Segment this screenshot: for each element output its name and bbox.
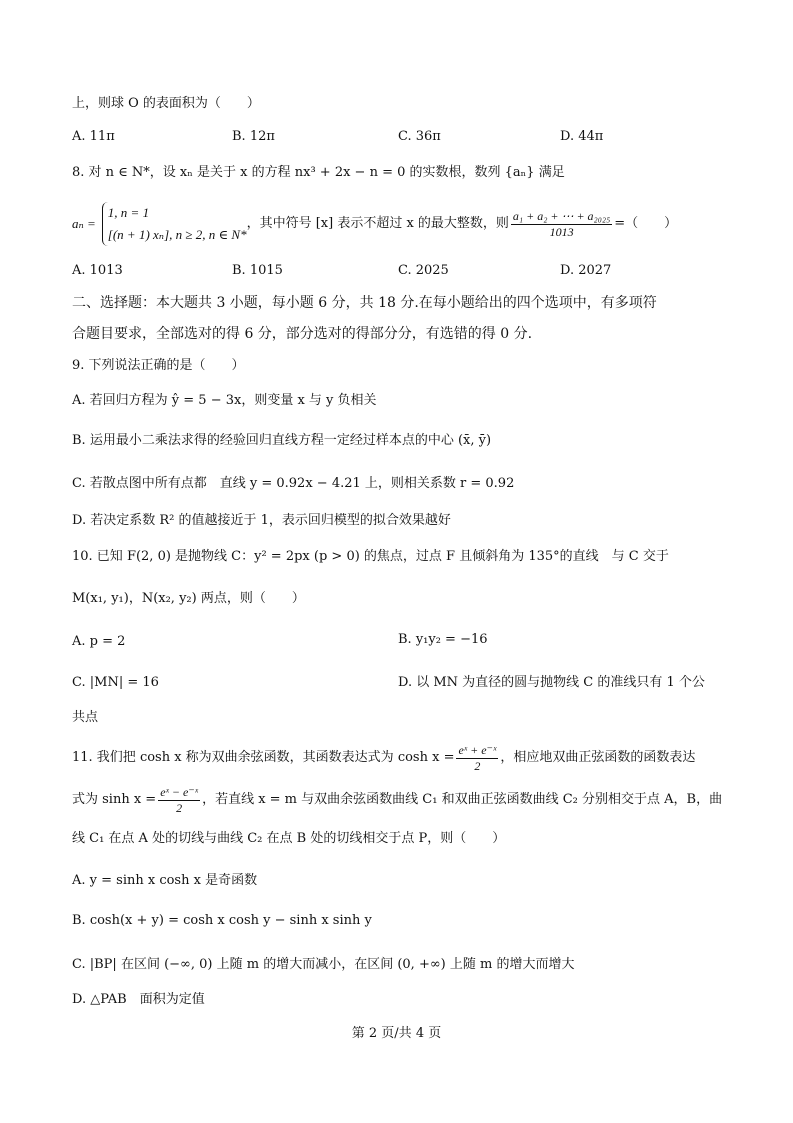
q11-cosh-numerator: eˣ + e⁻ˣ — [458, 742, 497, 757]
q9-stem: 9. 下列说法正确的是（ ） — [72, 358, 245, 373]
q11-line1-text: 11. 我们把 cosh x 称为双曲余弦函数，其函数表达式为 cosh x = — [72, 750, 455, 765]
section2-header-line2: 合题目要求，全部选对的得 6 分，部分选对的得部分分，有选错的得 0 分. — [72, 326, 533, 342]
q8-case-2: [(n + 1) xₙ], n ≥ 2, n ∈ N* — [107, 227, 247, 242]
q8-stem: 8. 对 n ∈ N*，设 xₙ 是关于 x 的方程 nx³ + 2x − n = 0 的实数根，数列 {aₙ} 满足 — [72, 165, 565, 180]
q11-line2 — [72, 782, 722, 818]
q11-sinh-numerator: eˣ − e⁻ˣ — [160, 784, 199, 799]
q10-option-d-line1: D. 以 MN 为直径的圆与抛物线 C 的准线只有 1 个公 — [398, 675, 705, 690]
q8-frac-denominator: 1013 — [549, 224, 574, 239]
q11-cosh-fraction — [456, 743, 498, 774]
q11-cosh-denominator: 2 — [474, 758, 481, 773]
q11-option-a: A. y = sinh x cosh x 是奇函数 — [72, 873, 258, 888]
q10-stem-line2: M(x₁, y₁)，N(x₂, y₂) 两点，则（ ） — [72, 591, 305, 606]
q11-line1-tail: ，相应地双曲正弦函数的函数表达 — [500, 750, 696, 765]
q7-option-d: D. 44π — [560, 129, 604, 144]
q9-option-a: A. 若回归方程为 ŷ = 5 − 3x，则变量 x 与 y 负相关 — [72, 393, 377, 408]
q8-mid-text: ，其中符号 [x] 表示不超过 x 的最大整数，则 — [246, 216, 509, 231]
q8-piecewise — [102, 202, 247, 246]
q10-option-b: B. y₁y₂ = −16 — [398, 632, 488, 647]
q11-option-c: C. |BP| 在区间 (−∞, 0) 上随 m 的增大而减小，在区间 (0, +∞) 上随 m 的增大而增大 — [72, 957, 575, 972]
q7-option-b: B. 12π — [232, 129, 275, 144]
q8-case-1: 1, n = 1 — [107, 205, 150, 220]
q11-option-b: B. cosh(x + y) = cosh x cosh y − sinh x sinh y — [72, 913, 372, 928]
q11-line2-tail: ，若直线 x = m 与双曲余弦函数曲线 C₁ 和双曲正弦函数曲线 C₂ 分别相交于点 A，B，曲 — [202, 792, 723, 807]
q11-line1 — [72, 740, 695, 776]
q10-option-d-line2: 共点 — [72, 710, 99, 725]
q8-def-prefix: aₙ = — [72, 216, 96, 231]
q9-option-b: B. 运用最小二乘法求得的经验回归直线方程一定经过样本点的中心 (x̄, ȳ) — [72, 433, 492, 448]
q9-option-d: D. 若决定系数 R² 的值越接近于 1，表示回归模型的拟合效果越好 — [72, 513, 451, 528]
q8-definition — [72, 198, 677, 250]
q11-sinh-denominator: 2 — [176, 800, 183, 815]
q8-option-d: D. 2027 — [560, 263, 612, 278]
q10-option-c: C. |MN| = 16 — [72, 675, 159, 690]
q10-stem-line1: 10. 已知 F(2, 0) 是抛物线 C：y² = 2px (p > 0) 的焦点，过点 F 且倾斜角为 135°的直线 与 C 交于 — [72, 549, 669, 564]
q7-stem-tail: 上，则球 O 的表面积为（ ） — [72, 96, 260, 111]
q7-option-c: C. 36π — [398, 129, 441, 144]
q8-sum-fraction — [511, 209, 612, 240]
q11-sinh-fraction — [158, 785, 200, 816]
q8-option-a: A. 1013 — [72, 263, 123, 278]
q7-option-a: A. 11π — [72, 129, 115, 144]
q8-option-b: B. 1015 — [232, 263, 283, 278]
q11-option-d: D. △PAB 面积为定值 — [72, 992, 205, 1007]
section2-header-line1: 二、选择题：本大题共 3 小题，每小题 6 分，共 18 分.在每小题给出的四个选项中，有多项符 — [72, 295, 657, 311]
q9-option-c: C. 若散点图中所有点都 直线 y = 0.92x − 4.21 上，则相关系数 r = 0.92 — [72, 476, 515, 491]
q11-line3: 线 C₁ 在点 A 处的切线与曲线 C₂ 在点 B 处的切线相交于点 P，则（ ） — [72, 831, 506, 846]
q8-tail: =（ ） — [614, 216, 678, 231]
page-footer: 第 2 页/共 4 页 — [351, 1026, 442, 1041]
q11-line2-text: 式为 sinh x = — [72, 792, 157, 807]
q8-option-c: C. 2025 — [398, 263, 449, 278]
q10-option-a: A. p = 2 — [72, 634, 126, 649]
q8-frac-numerator: a₁ + a₂ + ⋯ + a₂₀₂₅ — [512, 208, 611, 223]
